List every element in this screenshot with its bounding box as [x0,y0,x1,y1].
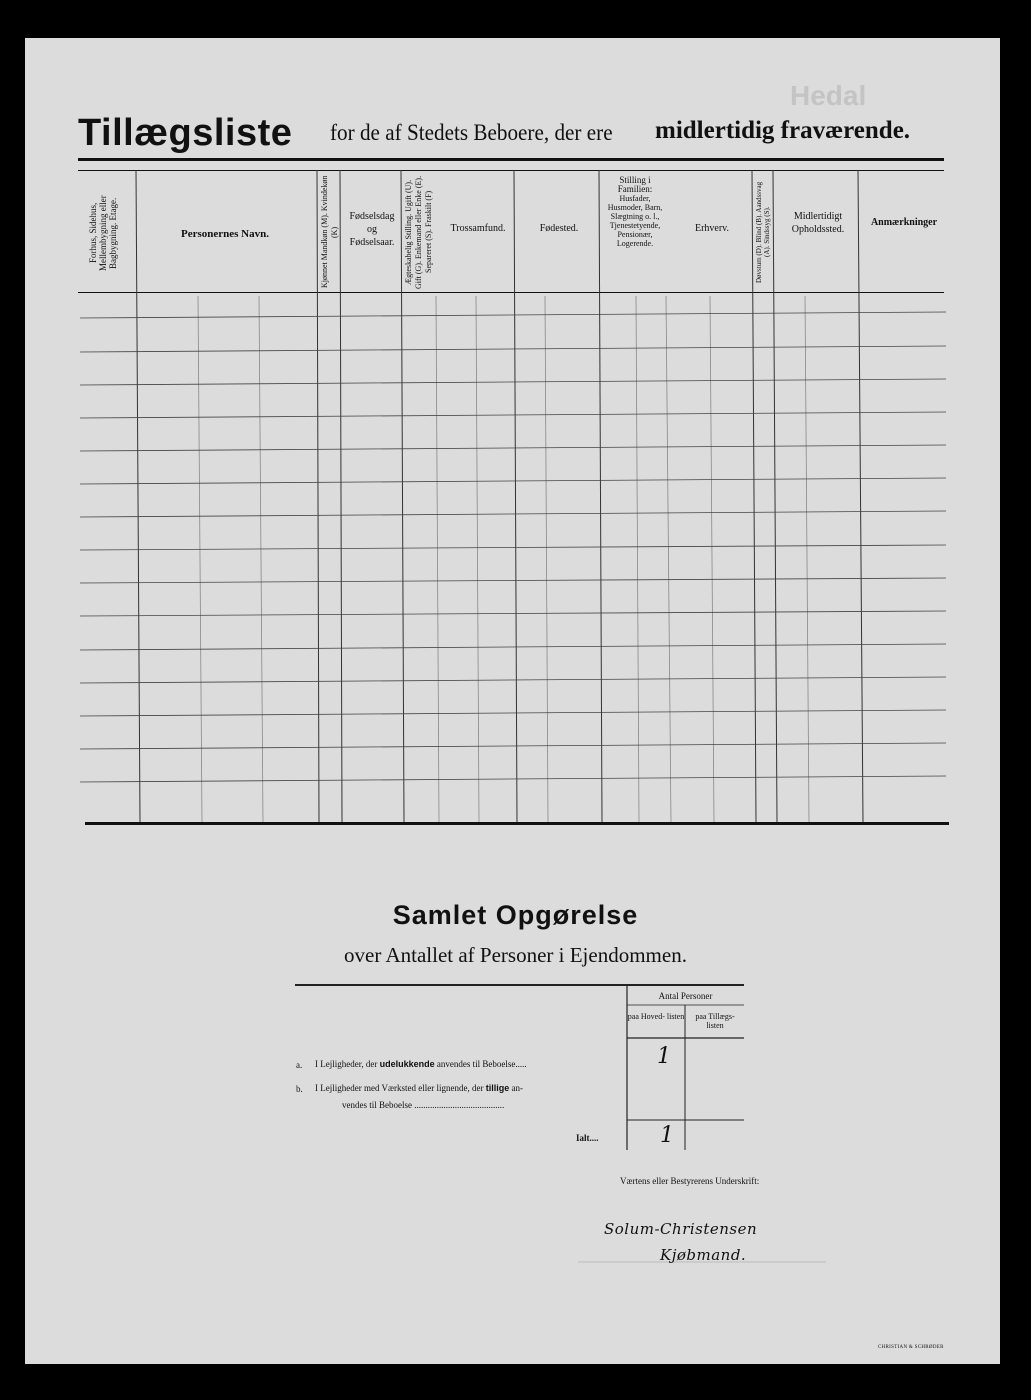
row-a-text-1: I Lejligheder, der [315,1059,378,1069]
col-header-building: Forhus, Sidehus, Mellembygning eller Bagbygning. Etage. [88,195,118,271]
row-a-text [315,1059,527,1069]
summary-title: Samlet Opgørelse [392,900,639,930]
col-header-religion: Trossamfund. [450,223,506,234]
form-title-bold: midlertidig fraværende. [655,117,911,144]
hovedlisten-header: paa Hoved- listen [627,1012,685,1021]
row-b-letter: b. [296,1084,303,1094]
row-b-text-3: vendes til Beboelse ........................................ [342,1100,505,1110]
col-header-family [603,176,667,248]
form-title-middle: for de af Stedets Beboere, der ere [330,120,613,145]
ialt-label: Ialt.... [576,1133,599,1143]
row-b-text [315,1083,523,1093]
row-b-text-1: I Lejligheder med Værksted eller lignende, der [315,1083,484,1093]
birthdate-line3: Fødselsaar. [349,237,395,248]
form-title: Tillægsliste [78,112,293,154]
row-a-text-2: anvendes til Beboelse..... [436,1059,527,1069]
row-a-letter: a. [296,1060,303,1070]
tillaegslisten-header: paa Tillægs- listen [695,1012,735,1030]
row-a-text-bold: udelukkende [379,1059,435,1069]
col-header-name: Personernes Navn. [181,228,269,240]
printer-mark: CHRISTIAN & SCHRØDER [878,1345,944,1350]
temp-residence-line2: Opholdssted. [791,224,845,235]
col-header-birthdate [343,210,401,249]
col-header-marital: Ægteskabelig Stilling. Ugift (U). Gift (G). Enkemand eller Enke (E). Separeret (S). Fraskilt (F) [404,175,433,289]
col-header-remarks: Anmærkninger [870,217,938,228]
col-header-occupation: Erhverv. [694,223,730,234]
row-b-text-2: an- [511,1083,524,1093]
birthdate-line1: Fødselsdag [349,211,395,222]
signature-label: Værtens eller Bestyrerens Underskrift: [620,1176,760,1186]
col-header-disability: Døvstum (D). Blind (B). Aandssvag (A). Sindssyg (S). [755,181,771,283]
family-line1: Stilling i Familien: [617,175,653,194]
faint-corner-text: Hedal [790,80,867,111]
family-line2: Husfader, Husmoder, Barn, Slægtning o. l., Tjenestetyende, Pensionær, Logerende. [607,194,663,248]
birthdate-line2: og [367,224,377,235]
col-header-sex: Kjønnet Mandkøn (M). Kvindekøn (K) [320,175,339,289]
col-header-temp-residence [777,210,859,236]
signature-line2: Kjøbmand. [660,1246,747,1264]
antal-personer-header: Antal Personer [658,991,713,1001]
temp-residence-line1: Midlertidigt [793,211,843,222]
row-b-text-bold: tillige [485,1083,510,1093]
col-header-birthplace: Fødested. [539,223,579,234]
ialt-hoved-value: 1 [660,1123,675,1148]
summary-subtitle: over Antallet af Personer i Ejendommen. [344,943,687,967]
signature-line1: Solum-Christensen [604,1220,758,1238]
row-a-hoved-value: 1 [657,1044,672,1069]
